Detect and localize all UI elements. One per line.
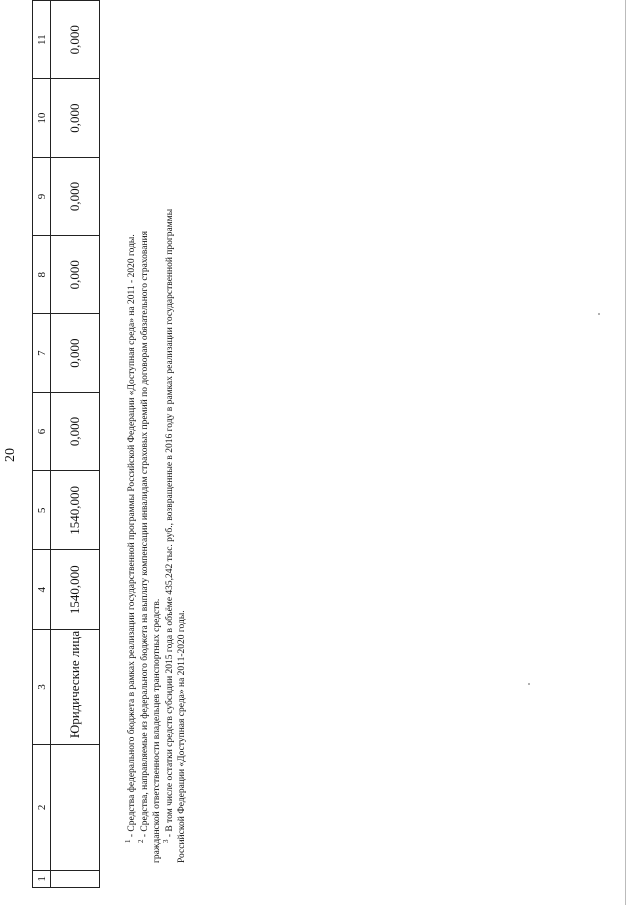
header-number-cell: 11 [33, 1, 51, 79]
value-cell: 0,000 [51, 314, 100, 392]
footnote-text: - Средства федерального бюджета в рамках реализации государственной программы Российской Федерации «Доступная среда» на 2011 - 2020 годы. [127, 234, 137, 840]
header-number-cell: 7 [33, 314, 51, 392]
table-cell [51, 870, 100, 887]
category-cell: Юридические лица [51, 629, 100, 744]
header-number-cell: 10 [33, 79, 51, 157]
table-row [51, 1, 100, 888]
footnote-3 [161, 33, 177, 863]
value-cell: 0,000 [51, 392, 100, 470]
page-number: 20 [3, 448, 18, 462]
footnotes [123, 33, 189, 863]
page-edge-line [625, 0, 626, 905]
scan-speck [598, 313, 600, 315]
footnote-mark: 3 [161, 839, 170, 843]
header-number-cell: 3 [33, 629, 51, 744]
header-number-cell: 8 [33, 236, 51, 314]
footnote-text: - В том числе остатки средств субсидии 2015 года в объёме 435,242 тыс. руб., возвращенные в 2016 году в рамках реализации государственной программы [164, 208, 175, 840]
table-cell [51, 745, 100, 870]
footnote-1 [123, 33, 139, 863]
header-number-cell: 9 [33, 157, 51, 235]
header-number-cell: 4 [33, 550, 51, 629]
footnote-3-continuation: Российской Федерации «Доступная среда» на 2011-2020 годы. [177, 610, 188, 863]
value-cell: 0,000 [51, 236, 100, 314]
footnote-mark: 1 [123, 839, 132, 843]
footnote-2-continuation: гражданской ответственности владельцев транспортных средств. [152, 598, 163, 863]
scan-speck [528, 683, 530, 685]
value-cell: 0,000 [51, 79, 100, 157]
value-cell: 1540,000 [51, 471, 100, 550]
footnote-mark: 2 [136, 839, 145, 843]
header-number-cell: 6 [33, 392, 51, 470]
value-cell: 0,000 [51, 1, 100, 79]
footnote-text: - Средства, направляемые из федерального бюджета на выплату компенсации инвалидам страховых премий по договорам обязательного страхования [139, 230, 150, 840]
value-cell: 0,000 [51, 157, 100, 235]
header-number-row [33, 1, 51, 888]
value-cell: 1540,000 [51, 550, 100, 629]
header-number-cell: 5 [33, 471, 51, 550]
header-number-cell: 2 [33, 745, 51, 870]
data-table [32, 0, 100, 888]
header-number-cell: 1 [33, 870, 51, 887]
footnote-2 [136, 33, 152, 863]
